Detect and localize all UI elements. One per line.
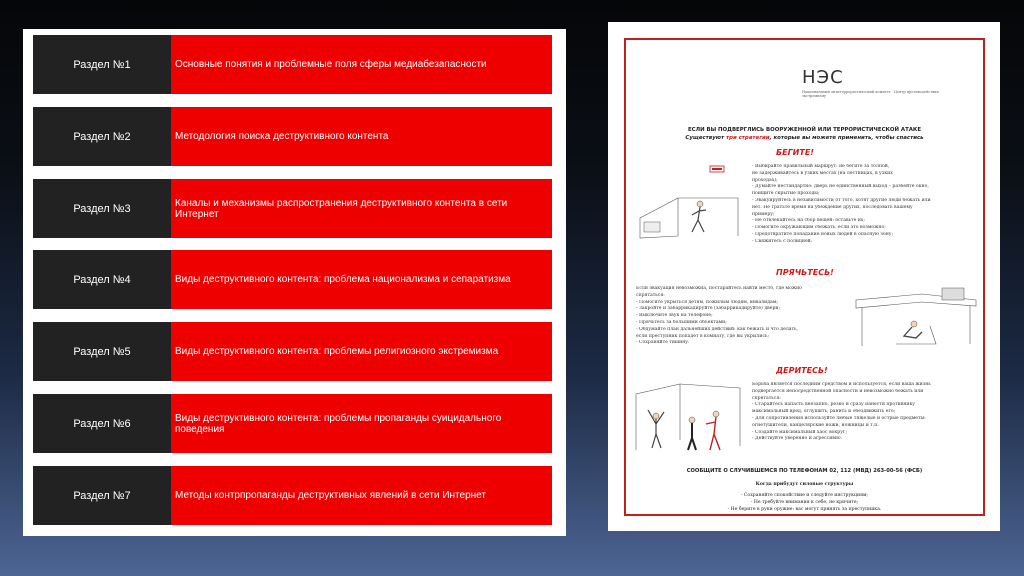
- poster-logo: НЭС: [802, 67, 844, 88]
- section-row-3[interactable]: [33, 179, 552, 238]
- section-row-7[interactable]: [33, 466, 552, 525]
- fight-title: ДЕРИТЕСЬ!: [776, 366, 828, 375]
- footer-title: Когда прибудут силовые структуры: [755, 482, 854, 487]
- section-label: Раздел №2: [33, 107, 171, 166]
- section-title: Каналы и механизмы распространения деструктивного контента в сети Интернет: [171, 179, 552, 238]
- run-title: БЕГИТЕ!: [776, 148, 814, 157]
- fight-instructions: Борьба является последним средством и используется, если ваша жизнь подвергается непосредственной опасности и невозможно бежать или спрятаться: - Старайтесь напасть внезапно, резко и сразу нанести противнику максимальный вред, оглушить, ранить и обездвижить его; - Для сопротивления используйте любые тяжелые и острые предметы: огнетушители, канцелярские ножи, ножницы и т.п. - Создайте максимальный хаос вокруг; - Действуйте уверенно и агрессивно.: [752, 382, 931, 442]
- section-label: Раздел №3: [33, 179, 171, 238]
- subheadline-highlight: три стратегии: [725, 135, 770, 141]
- run-instructions: - Выбирайте правильный маршрут: не бегите за толпой, не задерживайтесь в узких местах (на лестницах, в узких проходах); - Думайте нестандартно: дверь не единственный выход – разбейте окно, поищите скрытые проходы; - Эвакуируйтесь в независимости от того, хотят другие люди бежать или нет. Не тратьте время на убеждение других, последовать вашему примеру; - Не отвлекайтесь на сбор вещей: оставьте их; - Помогите окружающим сбежать, если это возможно; - Предотвратите попадание новых людей в опасную зону; - Свяжитесь с полицией.: [752, 164, 931, 244]
- contact-phones: СООБЩИТЕ О СЛУЧИВШЕМСЯ ПО ТЕЛЕФОНАМ 02, 112 (МВД) 263-00-56 (ФСБ): [686, 468, 923, 474]
- hide-instructions: Если эвакуация невозможна, постарайтесь найти место, где можно спрятаться: - Помогите укрыться детям, пожилым людям, инвалидам; - Закройте и забаррикадируйте (забаррикадируйте) двери; - Выключите звук на телефоне; - Прячьтесь за большими объектами; - Обдумайте план дальнейших действий: как бежать и что делать, если преступник попадет в комнату, где вы укрылись; - Сохраняйте тишину.: [636, 286, 802, 346]
- section-row-5[interactable]: [33, 322, 552, 381]
- section-title: Методы контрпропаганды деструктивных явлений в сети Интернет: [171, 466, 552, 525]
- poster-subheadline: [626, 135, 983, 141]
- section-label: Раздел №4: [33, 250, 171, 309]
- poster-logo-subtitle: Национальный антитеррористический комитет · Центр противодействия экстремизму: [802, 90, 939, 98]
- section-title: Методология поиска деструктивного контента: [171, 107, 552, 166]
- hiding-person-illustration: [852, 286, 980, 352]
- running-person-illustration: [638, 158, 750, 240]
- subheadline-pre: Существуют: [685, 135, 726, 141]
- hide-title: ПРЯЧЬТЕСЬ!: [776, 268, 834, 277]
- section-row-1[interactable]: [33, 35, 552, 94]
- section-title: Виды деструктивного контента: проблемы пропаганды суицидального поведения: [171, 394, 552, 453]
- section-label: Раздел №7: [33, 466, 171, 525]
- section-row-4[interactable]: [33, 250, 552, 309]
- section-title: Виды деструктивного контента: проблемы религиозного экстремизма: [171, 322, 552, 381]
- poster-headline: ЕСЛИ ВЫ ПОДВЕРГЛИСЬ ВООРУЖЕННОЙ ИЛИ ТЕРРОРИСТИЧЕСКОЙ АТАКЕ: [687, 127, 922, 133]
- fighting-people-illustration: [634, 380, 744, 456]
- poster-frame: [624, 38, 985, 516]
- section-label: Раздел №5: [33, 322, 171, 381]
- section-label: Раздел №6: [33, 394, 171, 453]
- section-title: Виды деструктивного контента: проблема национализма и сепаратизма: [171, 250, 552, 309]
- subheadline-post: , которые вы можете применить, чтобы спастись: [769, 135, 924, 141]
- course-sections-panel: [23, 29, 566, 536]
- section-title: Основные понятия и проблемные поля сферы медиабезапасности: [171, 35, 552, 94]
- section-row-2[interactable]: [33, 107, 552, 166]
- section-label: Раздел №1: [33, 35, 171, 94]
- section-row-6[interactable]: [33, 394, 552, 453]
- safety-poster: [608, 22, 1000, 531]
- footer-instructions: - Сохраняйте спокойствие и следуйте инструкциям; - Не требуйте внимания к себе, не кричите; - Не берите в руки оружие: вас могут принять за преступника.: [727, 493, 882, 512]
